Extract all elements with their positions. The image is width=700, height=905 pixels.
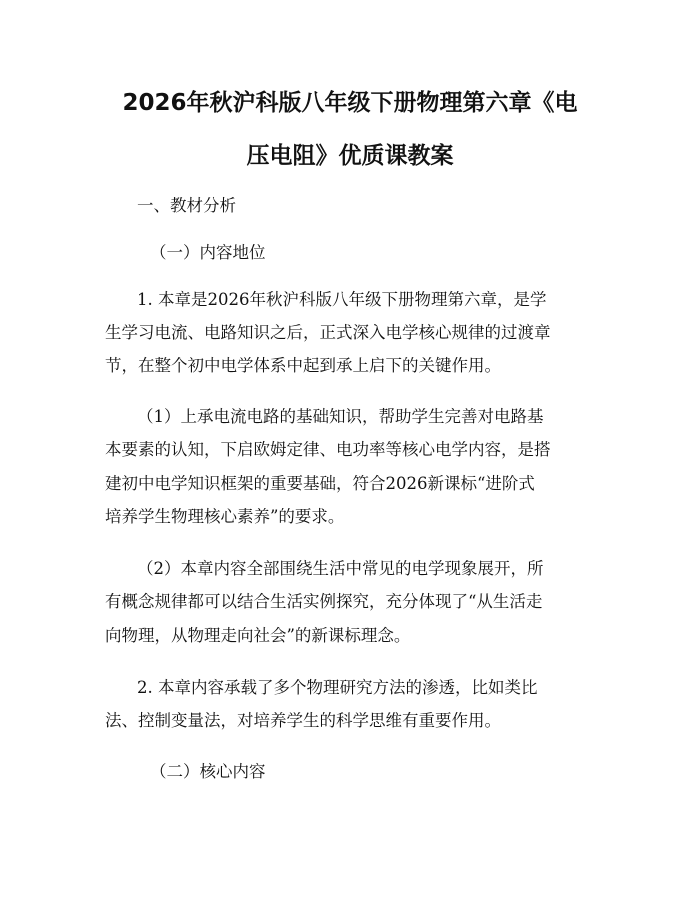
paragraph-3-line-1: （2）本章内容全部围绕生活中常见的电学现象展开，所 xyxy=(137,559,544,578)
subsection-heading-content-position: （一）内容地位 xyxy=(150,243,266,262)
paragraph-2-line-3: 建初中电学知识框架的重要基础，符合2026新课标“进阶式 xyxy=(105,474,535,493)
document-title-line-1: 2026年秋沪科版八年级下册物理第六章《电 xyxy=(122,90,578,116)
paragraph-1-line-3: 节，在整个初中电学体系中起到承上启下的关键作用。 xyxy=(105,356,501,375)
paragraph-3-line-2: 有概念规律都可以结合生活实例探究，充分体现了“从生活走 xyxy=(105,592,543,611)
paragraph-2-line-1: （1）上承电流电路的基础知识，帮助学生完善对电路基 xyxy=(137,407,544,426)
subsection-heading-core-content: （二）核心内容 xyxy=(150,762,266,781)
paragraph-2-line-4: 培养学生物理核心素养”的要求。 xyxy=(105,507,345,526)
paragraph-1-line-1: 1. 本章是2026年秋沪科版八年级下册物理第六章，是学 xyxy=(137,290,547,309)
paragraph-2-line-2: 本要素的认知，下启欧姆定律、电功率等核心电学内容，是搭 xyxy=(105,440,551,459)
paragraph-4-line-1: 2. 本章内容承载了多个物理研究方法的渗透，比如类比 xyxy=(137,678,538,697)
paragraph-3-line-3: 向物理，从物理走向社会”的新课标理念。 xyxy=(105,626,411,645)
paragraph-1-line-2: 生学习电流、电路知识之后，正式深入电学核心规律的过渡章 xyxy=(105,323,551,342)
section-heading-teaching-analysis: 一、教材分析 xyxy=(137,196,236,215)
document-title-line-2: 压电阻》优质课教案 xyxy=(246,143,454,169)
paragraph-4-line-2: 法、控制变量法，对培养学生的科学思维有重要作用。 xyxy=(105,711,501,730)
